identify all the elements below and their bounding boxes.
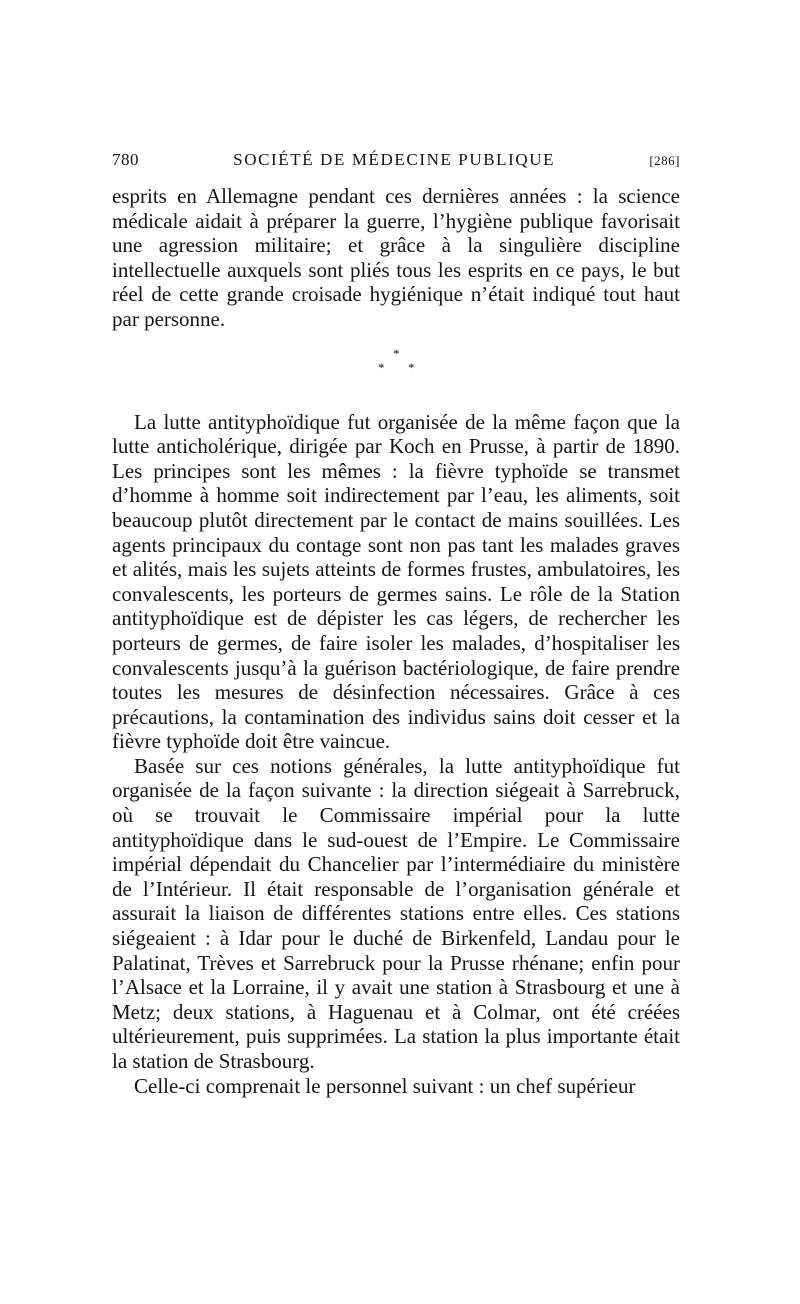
running-head	[112, 150, 680, 170]
asterism-star-top: *	[393, 345, 400, 361]
paragraph-2: La lutte antityphoïdique fut organisée de la même façon que la lutte anticholérique, dirigée par Koch en Prusse, à partir de 1890. Les principes sont les mêmes : la fièvre typhoïde se transmet d’homme à homme soit indirectement par l’eau, les aliments, soit beaucoup plutôt directement par le contact de mains souillées. Les agents principaux du contage sont non pas tant les malades graves et alités, mais les sujets atteints de formes frustes, ambulatoires, les convalescents, les porteurs de germes sains. Le rôle de la Station antityphoïdique est de dépister les cas légers, de rechercher les porteurs de germes, de faire isoler les malades, d’hospitaliser les convalescents jusqu’à la guérison bactériologique, de faire prendre toutes les mesures de désinfection nécessaires. Grâce à ces précautions, la contamination des individus sains doit cesser et la fièvre typhoïde doit être vaincue.	[112, 409, 680, 754]
page-number: 780	[112, 150, 139, 169]
paragraph-1: esprits en Allemagne pendant ces dernières années : la science médicale aidait à préparer la guerre, l’hygiène publique favorisait une agression militaire; et grâce à la singulière discipline intellectuelle auxquels sont pliés tous les esprits en ce pays, le but réel de cette grande croisade hygiénique n’était indiqué tout haut par personne.	[112, 184, 680, 331]
asterism-star-left: *	[378, 359, 385, 375]
running-title: SOCIÉTÉ DE MÉDECINE PUBLIQUE	[233, 150, 556, 169]
bracketed-page-number: [286]	[649, 153, 680, 168]
book-page	[112, 150, 680, 1098]
asterism	[112, 332, 680, 410]
asterism-star-right: *	[408, 359, 415, 375]
paragraph-4: Celle-ci comprenait le personnel suivant : un chef supérieur	[134, 1073, 636, 1098]
paragraph-3: Basée sur ces notions générales, la lutte antityphoïdique fut organisée de la façon suivante : la direction siégeait à Sarrebruck, où se trouvait le Commissaire impérial pour la lutte antityphoïdique dans le sud-ouest de l’Empire. Le Commissaire impérial dépendait du Chancelier par l’intermédiaire du ministère de l’Intérieur. Il était responsable de l’organisation générale et assurait la liaison de différentes stations entre elles. Ces stations siégeaient : à Idar pour le duché de Birkenfeld, Landau pour le Palatinat, Trèves et Sarrebruck pour la Prusse rhénane; enfin pour l’Alsace et la Lorraine, il y avait une station à Strasbourg et une à Metz; deux stations, à Haguenau et à Colmar, ont été créées ultérieurement, puis supprimées. La station la plus importante était la station de Strasbourg.	[112, 753, 680, 1073]
